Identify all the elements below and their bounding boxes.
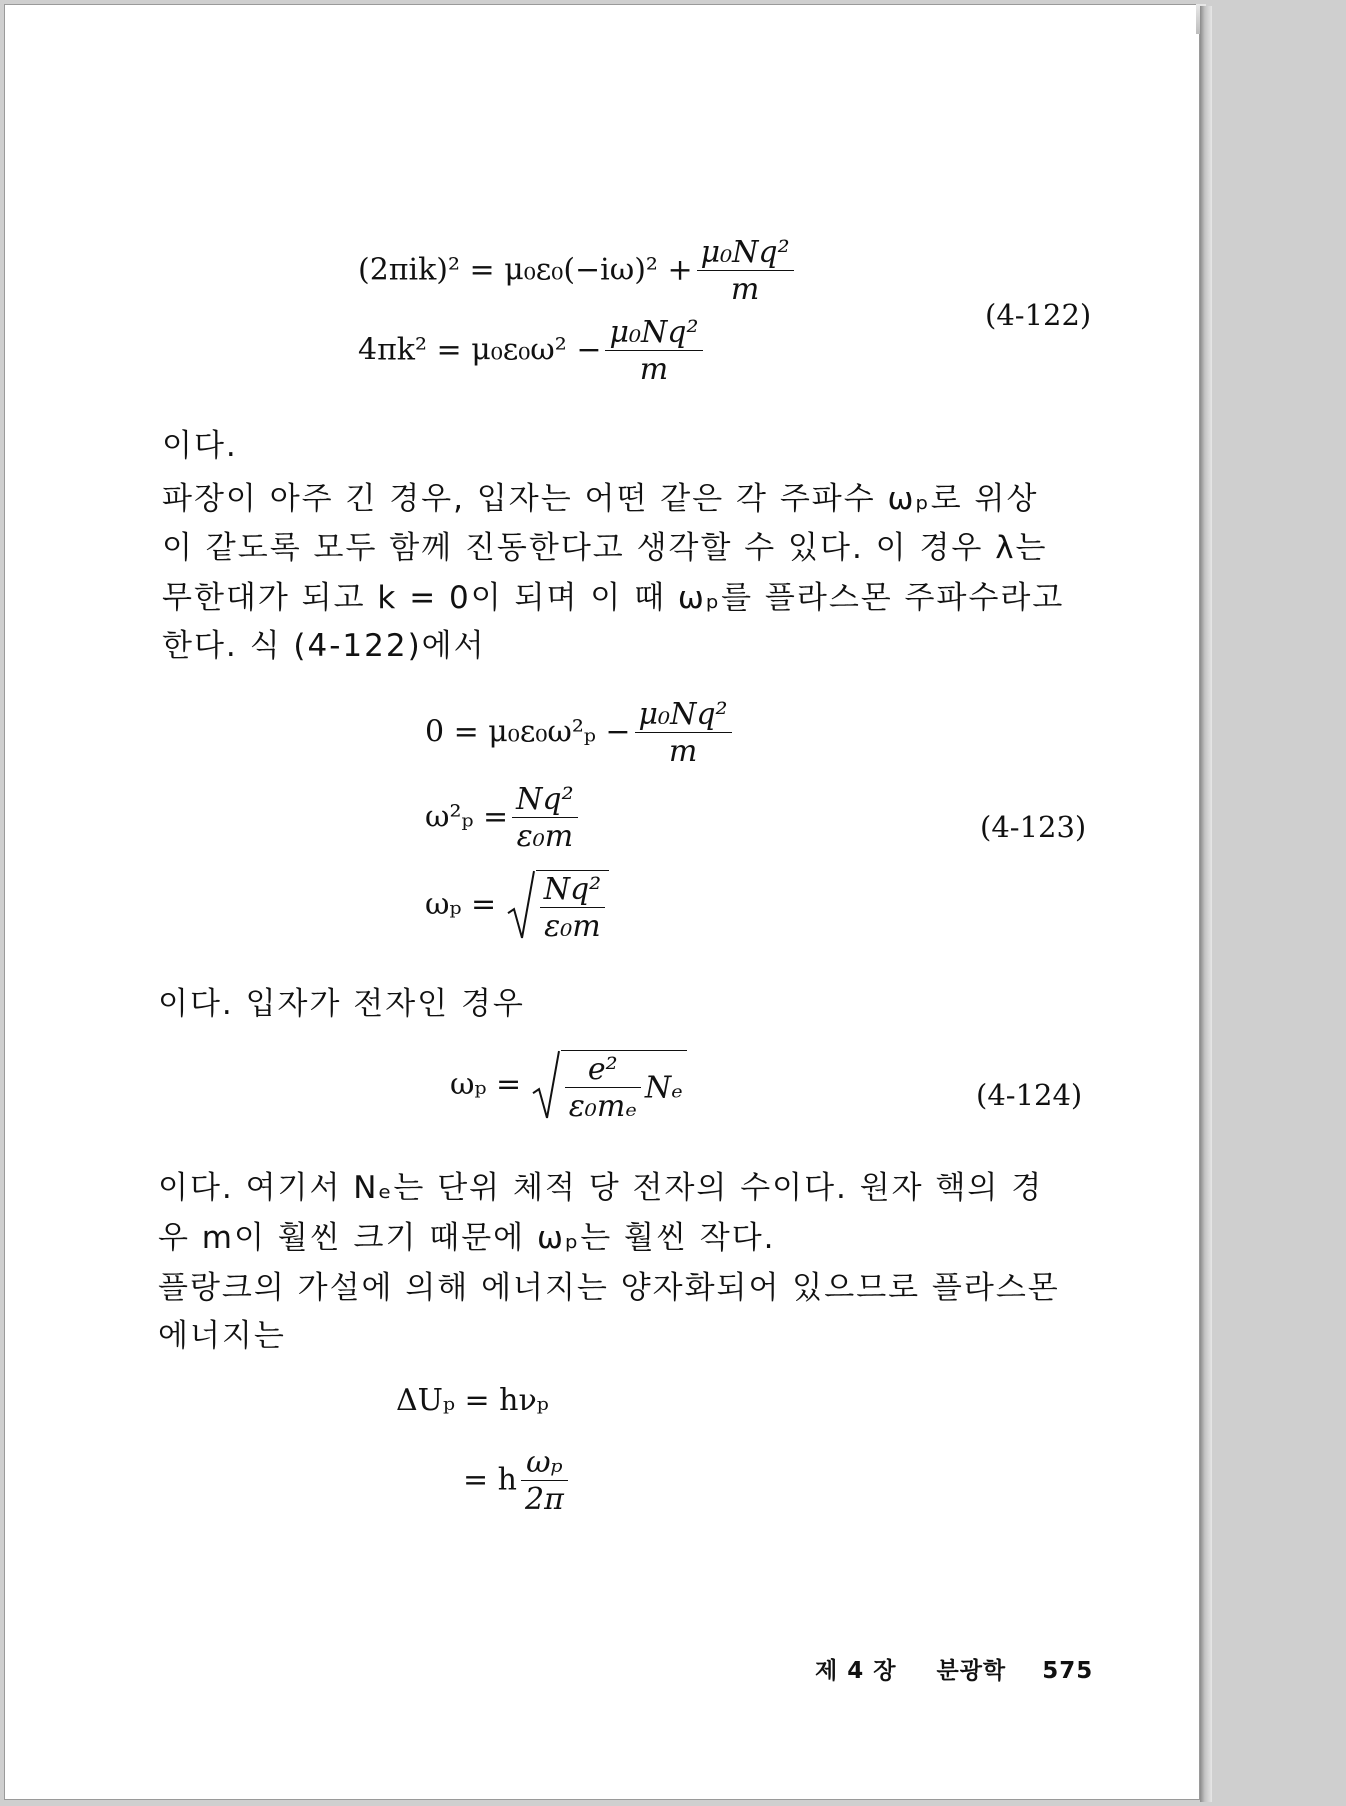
eq-123-number: (4-123) <box>980 810 1087 844</box>
eq-123-line-2-lhs: ω²ₚ = <box>425 799 509 835</box>
eq-123-line-2-fraction <box>512 782 577 854</box>
fraction-numerator: ωₚ <box>521 1448 568 1481</box>
text-line: 이다. 여기서 Nₑ는 단위 체적 당 전자의 수이다. 원자 핵의 경 <box>158 1170 1044 1206</box>
text-line: 무한대가 되고 k = 0이 되며 이 때 ωₚ를 플라스몬 주파수라고 <box>162 580 1065 616</box>
fraction-denominator: ε₀mₑ <box>568 1089 637 1124</box>
fraction-denominator: m <box>639 352 669 387</box>
eq-122-line-2 <box>358 315 707 387</box>
page-number: 575 <box>1042 1658 1094 1684</box>
fraction-denominator: m <box>668 734 698 769</box>
eq-122-line-1 <box>358 235 798 307</box>
eq-123-line-2 <box>425 782 582 854</box>
eq-122-line-2-fraction <box>605 315 702 387</box>
text-line: 이 같도록 모두 함께 진동한다고 생각할 수 있다. 이 경우 λ는 <box>162 530 1048 566</box>
eq-delta-u-line-2-fraction <box>521 1445 568 1517</box>
eq-123-line-1 <box>425 697 736 769</box>
fraction-denominator: 2π <box>525 1482 564 1517</box>
running-footer <box>815 1652 1093 1685</box>
eq-122-line-1-lhs: (2πik)² = μ₀ε₀(−iω)² + <box>358 252 693 288</box>
chapter-label: 제 4 장 <box>815 1658 897 1684</box>
eq-124-number: (4-124) <box>976 1078 1083 1112</box>
text-line: 파장이 아주 긴 경우, 입자는 어떤 같은 각 주파수 ωₚ로 위상 <box>162 481 1039 517</box>
eq-122-line-2-lhs: 4πk² = μ₀ε₀ω² − <box>358 332 602 368</box>
fraction-denominator: ε₀m <box>544 909 601 944</box>
eq-123-line-1-lhs: 0 = μ₀ε₀ω²ₚ − <box>425 714 631 750</box>
page-edge <box>1200 6 1212 1802</box>
radical-sign-icon <box>531 1050 561 1122</box>
eq-124-fraction <box>565 1052 641 1124</box>
text-line: 한다. 식 (4-122)에서 <box>162 628 486 664</box>
fraction-numerator: Nq² <box>512 785 577 818</box>
fraction-denominator: ε₀m <box>516 819 574 854</box>
eq-123-line-3 <box>425 870 609 942</box>
fraction-numerator: Nq² <box>540 875 605 908</box>
eq-123-line-3-lhs: ωₚ = <box>425 887 497 922</box>
text-line: 에너지는 <box>158 1318 286 1354</box>
eq-124-factor: Nₑ <box>644 1070 683 1106</box>
fraction-denominator: m <box>730 272 760 307</box>
radical-sign-icon <box>506 870 536 942</box>
eq-delta-u-line-2-lhs: = h <box>463 1462 517 1498</box>
eq-122-line-1-fraction <box>697 235 794 307</box>
eq-delta-u-line-1: ΔUₚ = hνₚ <box>396 1383 549 1418</box>
square-root <box>531 1050 687 1122</box>
eq-124 <box>450 1050 687 1122</box>
eq-123-line-3-fraction <box>540 872 605 944</box>
text-line: 이다. 입자가 전자인 경우 <box>158 986 525 1022</box>
square-root <box>506 870 609 942</box>
fraction-numerator: μ₀Nq² <box>605 318 702 351</box>
fraction-numerator: μ₀Nq² <box>697 238 794 271</box>
fraction-numerator: μ₀Nq² <box>635 700 732 733</box>
fraction-numerator: e² <box>565 1055 641 1088</box>
text-line: 플랑크의 가설에 의해 에너지는 양자화되어 있으므로 플라스몬 <box>158 1270 1060 1306</box>
eq-124-lhs: ωₚ = <box>450 1067 522 1102</box>
eq-122-number: (4-122) <box>985 298 1092 332</box>
text-line: 우 m이 훨씬 크기 때문에 ωₚ는 훨씬 작다. <box>158 1220 776 1256</box>
chapter-title: 분광학 <box>936 1658 1007 1684</box>
eq-delta-u-line-2 <box>463 1445 572 1517</box>
eq-123-line-1-fraction <box>635 697 732 769</box>
text-line: 이다. <box>162 428 238 464</box>
